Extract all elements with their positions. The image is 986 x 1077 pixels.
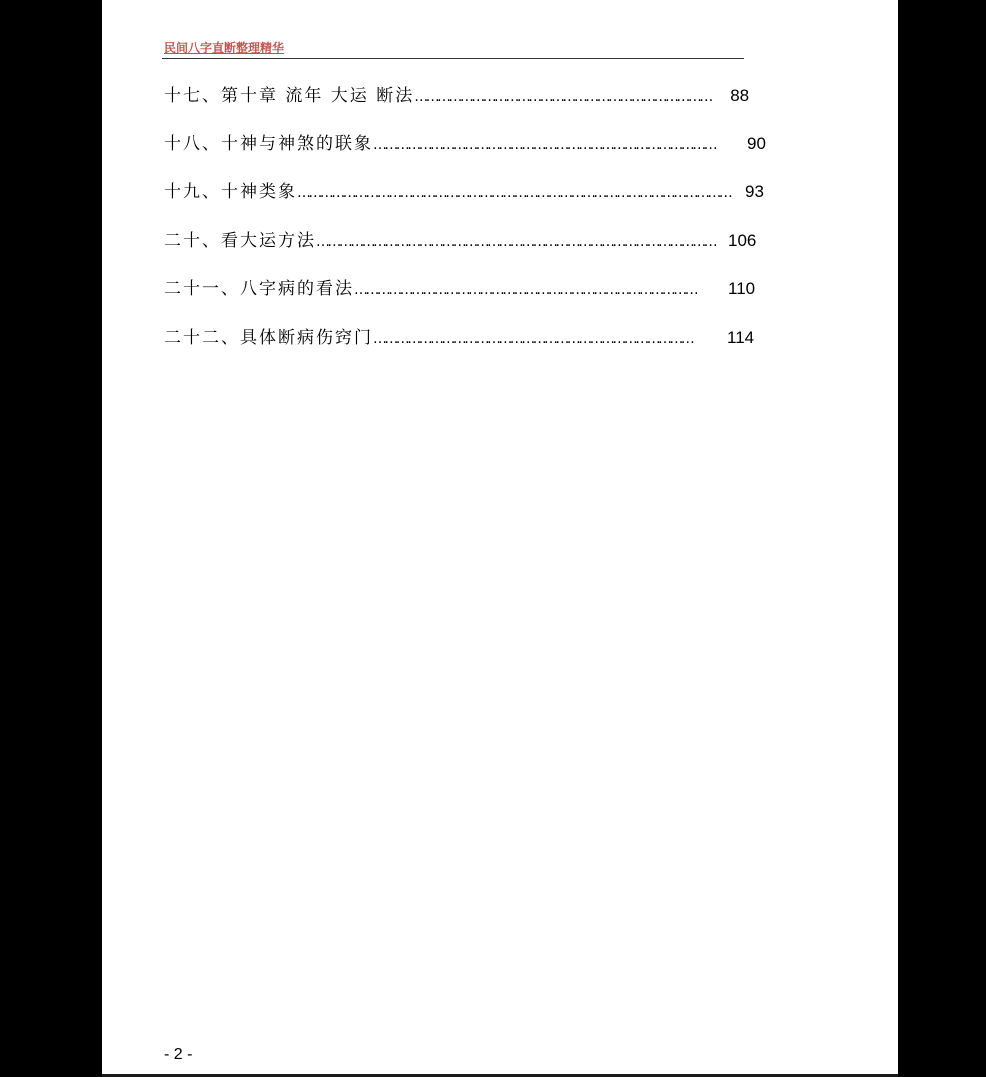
toc-entry-leader: …………………………………………………………………………………………………… — [297, 185, 731, 201]
toc-entry-page: 110 — [728, 279, 756, 298]
toc-entry-leader: …………………………………………………………………… — [414, 89, 711, 105]
toc-entry-page: 88 — [730, 86, 750, 105]
toc-entry-page: 114 — [727, 328, 755, 347]
toc-entry-title: 二十一、八字病的看法 — [164, 279, 354, 299]
toc-entry-title: 二十二、具体断病伤窍门 — [164, 328, 373, 348]
toc-entry-leader: ……………………………………………………………………………… — [373, 137, 716, 153]
toc-entry-leader: ………………………………………………………………………… — [373, 331, 693, 347]
page-header — [162, 40, 744, 59]
header-title: 民间八字直断整理精华 — [164, 41, 285, 55]
toc-entry[interactable] — [164, 275, 755, 303]
toc-entry-page: 93 — [745, 182, 764, 201]
toc-entry-page: 106 — [728, 231, 757, 250]
toc-entry[interactable] — [164, 227, 756, 255]
document-page — [102, 0, 898, 1074]
footer-page-number: - 2 - — [164, 1046, 193, 1063]
toc-entry[interactable] — [164, 130, 766, 158]
toc-entry[interactable] — [164, 178, 764, 206]
toc-entry[interactable] — [164, 82, 749, 110]
toc-entry[interactable] — [164, 324, 754, 352]
toc-entry-title: 十七、第十章 流年 大运 断法 — [164, 86, 415, 106]
toc-entry-title: 十九、十神类象 — [164, 182, 297, 202]
toc-entry-leader: …………………………………………………………………………………………… — [316, 234, 716, 250]
toc-entry-title: 二十、看大运方法 — [164, 231, 316, 251]
toc-entry-title: 十八、十神与神煞的联象 — [164, 134, 373, 154]
toc-entry-page: 90 — [747, 134, 766, 153]
toc-entry-leader: ……………………………………………………………………………… — [354, 282, 697, 298]
